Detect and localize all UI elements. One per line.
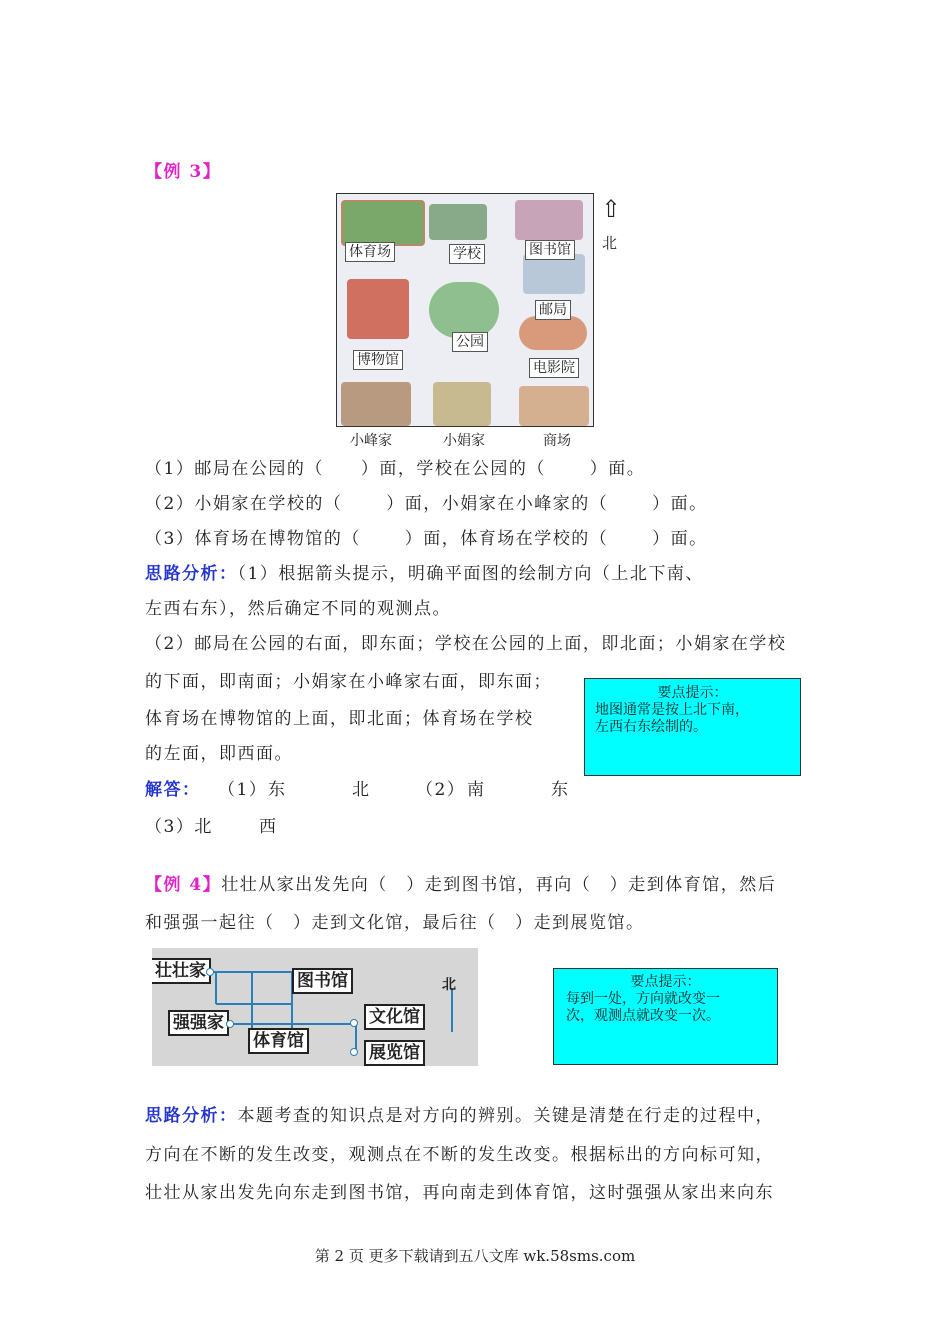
label-mall: 商场	[543, 433, 571, 449]
label-museum: 博物馆	[353, 350, 403, 370]
route-culture-hall: 文化馆	[364, 1004, 425, 1030]
label-stadium: 体育场	[345, 242, 395, 262]
ex3-hint-line-2: 左西右东绘制的。	[595, 719, 707, 735]
ex3-answer-label: 解答：	[145, 780, 201, 800]
ex3-analysis-2: 左西右东），然后确定不同的观测点。	[145, 599, 451, 619]
example-3-tag: 【例 3】	[145, 162, 222, 182]
route-node	[350, 1019, 358, 1027]
route-node	[206, 968, 214, 976]
ex3-answer-3b: 西	[259, 817, 278, 837]
label-school: 学校	[449, 244, 485, 264]
label-xiaofeng-home: 小峰家	[350, 433, 392, 449]
ex3-question-1: （1）邮局在公园的（ ）面，学校在公园的（ ）面。	[145, 459, 646, 479]
ex3-answer-2b: 东	[551, 780, 570, 800]
ex3-analysis-label: 思路分析：	[145, 564, 238, 584]
label-park: 公园	[452, 332, 488, 352]
ex4-analysis-label: 思路分析：	[145, 1106, 238, 1126]
ex4-hint-line-2: 次，观测点就改变一次。	[566, 1008, 720, 1024]
route-figure	[152, 948, 478, 1066]
route-node	[226, 1020, 234, 1028]
ex4-hint-box	[553, 968, 778, 1065]
ex3-answer-1-num: （1）	[218, 780, 268, 800]
ex3-answer-1b: 北	[352, 780, 371, 800]
ex3-answer-2-num: （2）	[416, 780, 466, 800]
route-library: 图书馆	[292, 968, 353, 994]
page-footer: 第 2 页 更多下载请到五八文库 wk.58sms.com	[314, 1247, 636, 1265]
ex3-hint-box	[584, 678, 801, 776]
ex3-answer-2a: 南	[467, 780, 486, 800]
ex4-hint-title: 要点提示：	[630, 974, 701, 990]
label-post-office: 邮局	[535, 300, 571, 320]
north-label: 北	[602, 234, 618, 252]
ex3-answer-3: （3）北	[145, 817, 213, 837]
route-exhibition-hall: 展览馆	[364, 1040, 425, 1066]
ex4-analysis-3: 壮壮从家出发先向东走到图书馆，再向南走到体育馆，这时强强从家出来向东	[145, 1183, 774, 1203]
ex3-question-2: （2）小娟家在学校的（ ）面，小娟家在小峰家的（ ）面。	[145, 494, 708, 514]
route-node	[350, 1048, 358, 1056]
example-4-tag: 【例 4】	[145, 875, 222, 895]
map-figure	[336, 193, 594, 427]
label-cinema: 电影院	[529, 358, 579, 378]
ex3-analysis-6: 的左面，即西面。	[145, 744, 293, 764]
ex4-question-2: 和强强一起往（ ）走到文化馆，最后往（ ）走到展览馆。	[145, 913, 645, 933]
ex3-answer-1a: 东	[268, 780, 287, 800]
ex3-hint-title: 要点提示：	[657, 685, 728, 701]
ex3-analysis-4: 的下面，即南面；小娟家在小峰家右面，即东面；	[145, 672, 552, 692]
route-zhuangzhuang-home: 壮壮家	[152, 958, 211, 984]
route-gym: 体育馆	[248, 1028, 309, 1054]
ex3-analysis-3: （2）邮局在公园的右面，即东面；学校在公园的上面，即北面；小娟家在学校	[145, 634, 787, 654]
route-qiangqiang-home: 强强家	[168, 1010, 229, 1036]
ex4-analysis-1: 本题考查的知识点是对方向的辨别。关键是清楚在行走的过程中，	[237, 1106, 774, 1126]
ex4-analysis-2: 方向在不断的发生改变，观测点在不断的发生改变。根据标出的方向标可知，	[145, 1145, 774, 1165]
ex4-question-1: 壮壮从家出发先向（ ）走到图书馆，再向（ ）走到体育馆，然后	[221, 875, 777, 895]
ex3-analysis-1: （1）根据箭头提示，明确平面图的绘制方向（上北下南、	[237, 564, 704, 584]
ex4-hint-line-1: 每到一处，方向就改变一	[566, 991, 720, 1007]
ex3-hint-line-1: 地图通常是按上北下南，	[595, 702, 749, 718]
north-arrow-icon: ⇧	[601, 194, 622, 223]
label-library: 图书馆	[525, 240, 575, 260]
ex3-analysis-5: 体育场在博物馆的上面，即北面；体育场在学校	[145, 709, 534, 729]
route-north-label: 北	[442, 977, 456, 993]
ex3-question-3: （3）体育场在博物馆的（ ）面，体育场在学校的（ ）面。	[145, 529, 708, 549]
label-xiaojuan-home: 小娟家	[443, 433, 485, 449]
